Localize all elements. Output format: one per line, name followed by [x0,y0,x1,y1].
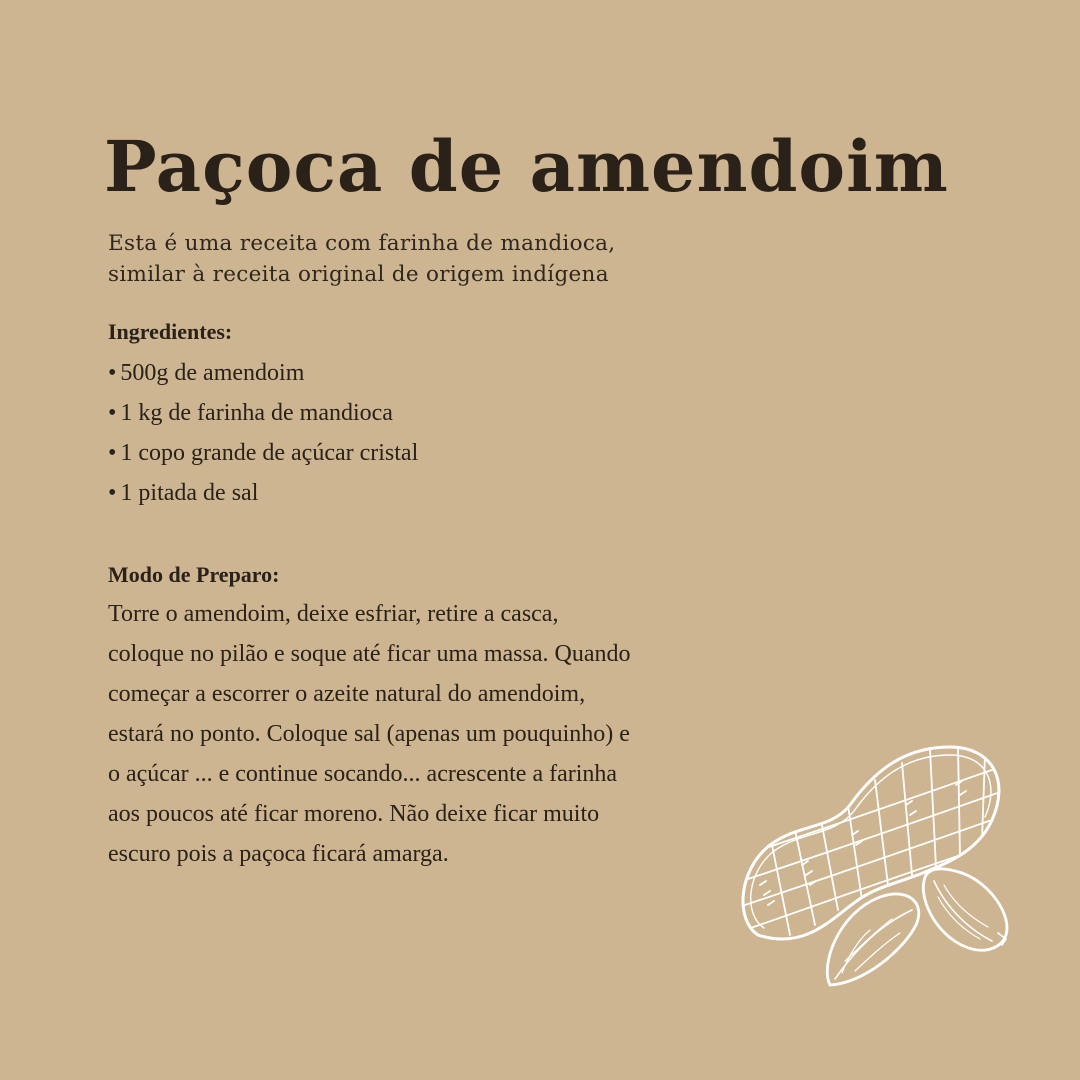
description-line-2: similar à receita original de origem indígena [108,262,609,287]
method-line: aos poucos até ficar moreno. Não deixe ficar muito [108,801,600,827]
method-line: coloque no pilão e soque até ficar uma massa. Quando [108,641,631,667]
method-text [108,594,748,874]
ingredients-list [108,353,418,513]
ingredient-item [108,433,418,473]
ingredient-text: 1 kg de farinha de mandioca [120,400,393,426]
method-line: o açúcar ... e continue socando... acrescente a farinha [108,761,618,787]
ingredient-text: 500g de amendoim [120,360,305,386]
bullet: • [108,360,117,386]
recipe-description [108,228,808,290]
bullet: • [108,480,117,506]
ingredient-item [108,473,418,513]
description-line-1: Esta é uma receita com farinha de mandioca, [108,231,616,256]
page-title: Paçoca de amendoim [104,125,949,208]
peanut-icon [730,735,1020,995]
ingredient-item [108,353,418,393]
method-line: começar a escorrer o azeite natural do amendoim, [108,681,586,707]
ingredient-text: 1 copo grande de açúcar cristal [120,440,419,466]
bullet: • [108,400,117,426]
method-line: escuro pois a paçoca ficará amarga. [108,841,449,867]
bullet: • [108,440,117,466]
method-line: Torre o amendoim, deixe esfriar, retire a casca, [108,601,559,627]
method-line: estará no ponto. Coloque sal (apenas um pouquinho) e [108,721,630,747]
ingredients-heading: Ingredientes: [108,319,233,344]
ingredient-item [108,393,418,433]
ingredient-text: 1 pitada de sal [120,480,259,506]
method-heading: Modo de Preparo: [108,562,280,587]
